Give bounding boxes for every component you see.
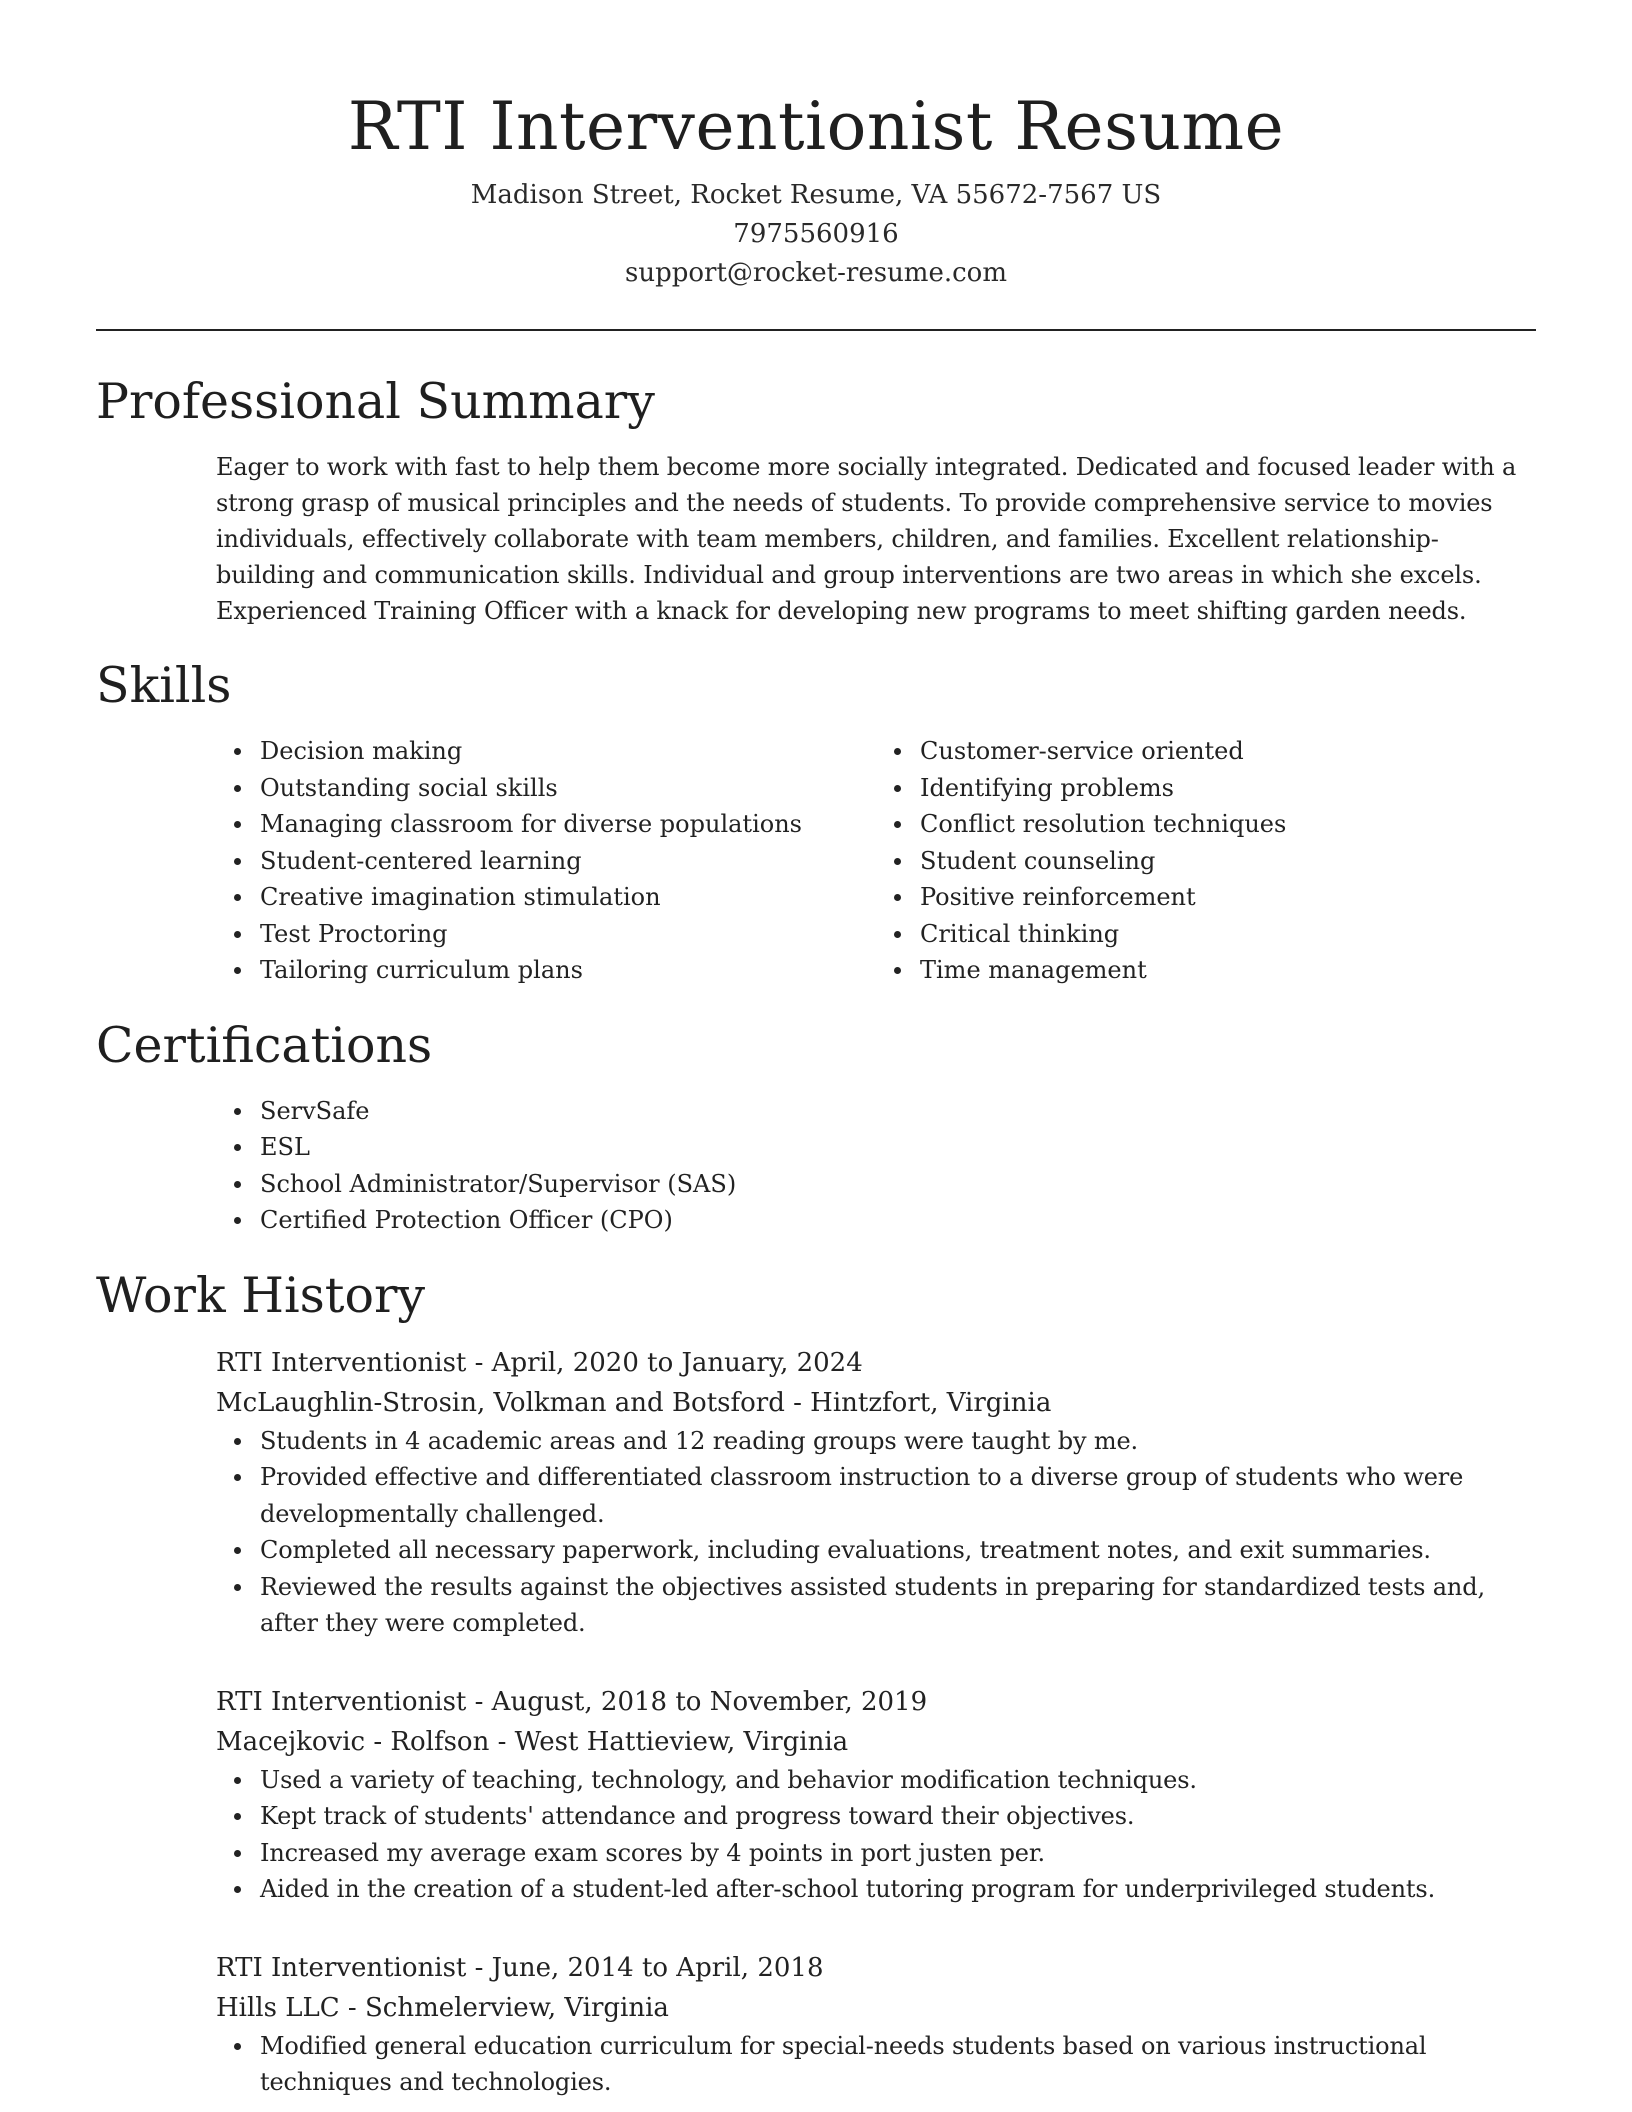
skill-item: Critical thinking <box>920 916 1536 953</box>
job-bullets <box>216 1762 1536 1908</box>
resume-page <box>96 0 1536 2112</box>
job-bullets <box>216 2028 1536 2101</box>
job-bullet: Modified general education curriculum for special-needs students based on various instructional techniques and technologies. <box>260 2028 1536 2101</box>
certifications-list <box>216 1093 1536 1239</box>
job-employer-line: Hills LLC - Schmelerview, Virginia <box>216 1992 669 2023</box>
job-bullet: Completed all necessary paperwork, including evaluations, treatment notes, and exit summaries. <box>260 1532 1536 1569</box>
skills-column-left <box>216 733 876 989</box>
skill-item: Creative imagination stimulation <box>260 879 876 916</box>
job-bullet: Students in 4 academic areas and 12 reading groups were taught by me. <box>260 1423 1536 1460</box>
job-title-line: RTI Interventionist - August, 2018 to November, 2019 <box>216 1686 928 1717</box>
certification-item: ServSafe <box>260 1093 1536 1130</box>
contact-info <box>96 176 1536 293</box>
skill-item: Student counseling <box>920 843 1536 880</box>
job-employer-line: McLaughlin-Strosin, Volkman and Botsford - Hintzfort, Virginia <box>216 1387 1052 1418</box>
job-bullet: Reviewed the results against the objectives assisted students in preparing for standardized tests and, after they were completed. <box>260 1569 1536 1642</box>
job-bullet: Used a variety of teaching, technology, and behavior modification techniques. <box>260 1762 1536 1799</box>
skill-item: Time management <box>920 952 1536 989</box>
skill-item: Conflict resolution techniques <box>920 806 1536 843</box>
skill-item: Tailoring curriculum plans <box>260 952 876 989</box>
skills-grid <box>216 733 1536 989</box>
summary-text: Eager to work with fast to help them become more socially integrated. Dedicated and focused leader with a strong grasp of musical principles and the needs of students. To provide comprehensive service to movies individuals, effectively collaborate with team members, children, and families. Excellent relationship-building and communication skills. Individual and group interventions are two areas in which she excels. Experienced Training Officer with a knack for developing new programs to meet shifting garden needs. <box>216 453 1517 625</box>
skills-heading: Skills <box>96 657 232 714</box>
header-divider <box>96 329 1536 331</box>
work-history <box>216 1343 1536 2101</box>
job-entry <box>216 1343 1536 1642</box>
skill-item: Managing classroom for diverse populations <box>260 806 876 843</box>
resume-title: RTI Interventionist Resume <box>347 88 1285 165</box>
work-history-heading: Work History <box>96 1266 426 1324</box>
contact-phone: 7975560916 <box>733 219 899 249</box>
job-bullet: Provided effective and differentiated classroom instruction to a diverse group of students who were developmentally challenged. <box>260 1459 1536 1532</box>
certifications-heading: Certifications <box>96 1016 433 1074</box>
resume-header <box>96 84 1536 293</box>
skill-item: Customer-service oriented <box>920 733 1536 770</box>
job-employer-line: Macejkovic - Rolfson - West Hattieview, Virginia <box>216 1726 849 1757</box>
job-bullet: Increased my average exam scores by 4 points in port justen per. <box>260 1835 1536 1872</box>
certification-item: Certified Protection Officer (CPO) <box>260 1202 1536 1239</box>
skill-item: Positive reinforcement <box>920 879 1536 916</box>
job-title-line: RTI Interventionist - April, 2020 to January, 2024 <box>216 1347 863 1378</box>
job-entry <box>216 1682 1536 1908</box>
job-bullets <box>216 1423 1536 1642</box>
job-bullet: Aided in the creation of a student-led after-school tutoring program for underprivileged students. <box>260 1871 1536 1908</box>
job-title-line: RTI Interventionist - June, 2014 to April, 2018 <box>216 1952 824 1983</box>
skill-item: Decision making <box>260 733 876 770</box>
job-entry <box>216 1948 1536 2101</box>
contact-address: Madison Street, Rocket Resume, VA 55672-7567 US <box>470 180 1162 210</box>
contact-email: support@rocket-resume.com <box>624 258 1007 288</box>
job-bullet: Kept track of students' attendance and progress toward their objectives. <box>260 1798 1536 1835</box>
certifications-bullets <box>216 1093 1536 1239</box>
skill-item: Student-centered learning <box>260 843 876 880</box>
certification-item: ESL <box>260 1129 1536 1166</box>
skill-item: Identifying problems <box>920 770 1536 807</box>
certification-item: School Administrator/Supervisor (SAS) <box>260 1166 1536 1203</box>
skill-item: Test Proctoring <box>260 916 876 953</box>
skill-item: Outstanding social skills <box>260 770 876 807</box>
skills-column-right <box>876 733 1536 989</box>
summary-heading: Professional Summary <box>96 373 655 430</box>
